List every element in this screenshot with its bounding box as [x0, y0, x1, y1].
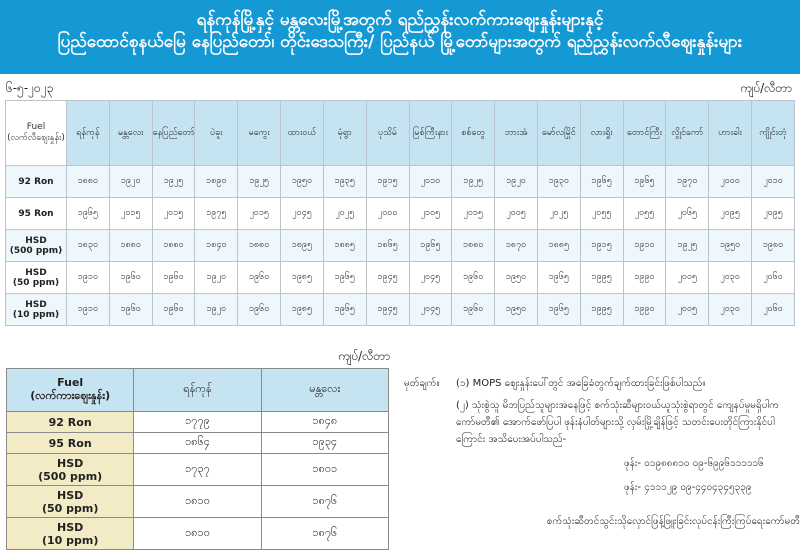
table-row: [6, 294, 795, 326]
price-cell: ၁၉၂၅: [152, 166, 195, 198]
price-cell: ၁၉၇၀: [666, 166, 709, 198]
price-cell: ၁၉၂၀: [109, 166, 152, 198]
price-cell: ၁၈၇၆: [261, 518, 388, 550]
price-cell: ၁၉၂၅: [452, 166, 495, 198]
price-cell: ၁၉၁၀: [67, 294, 110, 326]
price-cell: ၁၉၅၀: [281, 166, 324, 198]
price-cell: ၂၀၁၀: [409, 166, 452, 198]
price-cell: ၁၉၆၅: [409, 230, 452, 262]
price-cell: ၁၉၃၀: [537, 166, 580, 198]
price-cell: ၁၉၂၅: [666, 230, 709, 262]
price-cell: ၁၉၆၅: [537, 262, 580, 294]
price-cell: ၂၀၃၀: [709, 262, 752, 294]
price-cell: ၂၀၆၀: [752, 262, 795, 294]
city-column-header: တောင်ကြီး: [623, 101, 666, 166]
note-2: (၂) သုံးစွဲသူ မိဘပြည်သူများအနေဖြင့် စက်သုံးဆီများဝယ်ယူသုံးစွဲရာတွင် ကျေနပ်မှုမရှိပါက ကော်မတီ၏ အောက်ဖော်ပြပါ ဖုန်းနံပါတ်များသို့ လှမ်းမြို့ချိန်ဖြင့် သတင်းပေးတိုင်ကြားနိုင်ပါကြောင်း အသိပေးအပ်ပါသည်-: [456, 400, 779, 445]
price-cell: ၁၉၈၅: [281, 294, 324, 326]
price-cell: ၂၀၆၅: [666, 198, 709, 230]
price-cell: ၁၈၈၀: [109, 230, 152, 262]
city-column-header: ကျိုင်းတုံ: [752, 101, 795, 166]
price-cell: ၁၈၁၀: [134, 486, 261, 518]
price-cell: ၁၈၈၀: [238, 230, 281, 262]
price-cell: ၁၉၇၅: [195, 198, 238, 230]
price-cell: ၂၀၅၅: [623, 198, 666, 230]
price-cell: ၁၉၁၀: [623, 230, 666, 262]
price-cell: ၁၈၈၅: [323, 230, 366, 262]
price-cell: ၁၉၆၀: [452, 262, 495, 294]
price-cell: ၂၀၀၀: [366, 198, 409, 230]
city-column-header: မန္တလေး: [261, 369, 388, 412]
city-column-header: ဘားအံ: [495, 101, 538, 166]
price-cell: ၂၀၄၅: [409, 262, 452, 294]
price-cell: ၁၈၇၆: [261, 486, 388, 518]
city-column-header: ပဲခူး: [195, 101, 238, 166]
table-row: [6, 230, 795, 262]
city-column-header: ပုသိမ်: [366, 101, 409, 166]
price-cell: ၁၉၅၀: [495, 294, 538, 326]
price-cell: ၁၉၆၅: [580, 166, 623, 198]
price-cell: ၁၇၇၉: [134, 412, 261, 433]
table-row: [7, 518, 389, 550]
price-cell: ၁၉၄၅: [366, 294, 409, 326]
city-column-header: လွိုင်ကော်: [666, 101, 709, 166]
price-cell: ၁၉၄၅: [366, 262, 409, 294]
price-cell: ၂၀၉၅: [752, 198, 795, 230]
table-row: [7, 486, 389, 518]
price-cell: ၂၀၀၅: [666, 262, 709, 294]
fuel-column-header: Fuel (လက်ကားဈေးနှုန်း): [7, 369, 134, 412]
price-cell: ၁၉၆၅: [323, 262, 366, 294]
price-cell: ၂၀၅၅: [580, 198, 623, 230]
table-row: [7, 433, 389, 454]
table-row: [7, 454, 389, 486]
price-cell: ၁၈၉၅: [281, 230, 324, 262]
price-cell: ၁၈၀၁: [261, 454, 388, 486]
price-cell: ၂၀၂၅: [323, 198, 366, 230]
city-column-header: မြစ်ကြီးနား: [409, 101, 452, 166]
fuel-type-cell: 95 Ron: [7, 433, 134, 454]
price-cell: ၁၉၆၀: [238, 262, 281, 294]
city-column-header: မုံရွာ: [323, 101, 366, 166]
price-cell: ၂၀၃၀: [709, 294, 752, 326]
unit-label-wholesale: ကျပ်/လီတာ: [338, 349, 391, 363]
price-cell: ၁၈၄၀: [195, 230, 238, 262]
city-column-header: မော်လမြိုင်: [537, 101, 580, 166]
city-column-header: လားရှိုး: [580, 101, 623, 166]
price-cell: ၂၀၁၅: [152, 198, 195, 230]
price-cell: ၁၉၃၄: [261, 433, 388, 454]
committee-name: စက်သုံးဆီတင်သွင်းသိုလှောင်ဖြန့်ဖြူးခြင်းလုပ်ငန်းကြီးကြပ်ရေးကော်မတီ: [546, 516, 800, 527]
fuel-type-cell: 95 Ron: [6, 198, 67, 230]
price-cell: ၁၉၆၀: [152, 262, 195, 294]
city-column-header: နေပြည်တော်: [152, 101, 195, 166]
price-cell: ၁၉၆၅: [323, 294, 366, 326]
price-cell: ၁၉၉၅: [580, 294, 623, 326]
wholesale-price-table: [6, 368, 389, 550]
fuel-type-cell: HSD (500 ppm): [6, 230, 67, 262]
price-cell: ၁၉၆၀: [452, 294, 495, 326]
price-cell: ၁၉၈၅: [281, 262, 324, 294]
announcement-date: ၆-၅-၂၀၂၃: [6, 81, 54, 95]
price-cell: ၁၈၉၀: [195, 166, 238, 198]
unit-label: ကျပ်/လီတာ: [739, 81, 792, 95]
price-cell: ၁၉၆၅: [67, 198, 110, 230]
price-cell: ၁၉၃၅: [323, 166, 366, 198]
table-row: [7, 412, 389, 433]
price-cell: ၁၉၂၅: [238, 166, 281, 198]
price-cell: ၁၉၁၀: [67, 262, 110, 294]
price-cell: ၁၉၂၀: [195, 262, 238, 294]
city-column-header: ဟားခါး: [709, 101, 752, 166]
note-1: (၁) MOPS ဈေးနှုန်းပေါ်တွင် အခြေခံတွက်ချက်ထားခြင်းဖြစ်ပါသည်။: [456, 378, 706, 389]
banner-title-line1: ရန်ကုန်မြို့နှင့် မန္တလေးမြို့အတွက် ရည်ညွှန်းလက်ကားဈေးနှုန်းများနှင့်: [196, 10, 604, 30]
price-cell: ၁၈၆၅: [366, 230, 409, 262]
price-cell: ၁၉၉၀: [623, 294, 666, 326]
fuel-type-cell: HSD (10 ppm): [7, 518, 134, 550]
price-cell: ၁၉၆၀: [238, 294, 281, 326]
price-cell: ၂၀၆၀: [752, 294, 795, 326]
price-cell: ၁၉၁၅: [366, 166, 409, 198]
notes-heading: မှတ်ချက်။: [404, 378, 440, 389]
price-cell: ၁၉၆၀: [152, 294, 195, 326]
fuel-type-cell: 92 Ron: [6, 166, 67, 198]
price-cell: ၁၉၆၅: [623, 166, 666, 198]
price-cell: ၁၈၈၀: [67, 166, 110, 198]
city-column-header: စစ်တွေ: [452, 101, 495, 166]
price-cell: ၁၈၈၀: [452, 230, 495, 262]
price-cell: ၁၉၅၀: [495, 262, 538, 294]
fuel-column-header: Fuel (လက်လီဈေးနှုန်း): [6, 101, 67, 166]
price-cell: ၁၉၁၅: [580, 230, 623, 262]
price-cell: ၂၀၀၅: [666, 294, 709, 326]
phone-number-1: ဖုန်း- ၀၁၉၈၈၈၁၀ ၀၉-၆၉၉၆၁၁၁၁၁၆: [624, 458, 764, 469]
city-column-header: မကွေး: [238, 101, 281, 166]
table-row: [6, 198, 795, 230]
price-cell: ၁၇၃၇: [134, 454, 261, 486]
price-cell: ၁၉၉၀: [623, 262, 666, 294]
banner-title-line2: ပြည်ထောင်စုနယ်မြေ နေပြည်တော်၊ တိုင်းဒေသကြီး/ ပြည်နယ် မြို့တော်များအတွက် ရည်ညွှန်းလက်လီဈေးနှုန်းများ: [57, 32, 743, 52]
fuel-type-cell: HSD (50 ppm): [6, 262, 67, 294]
price-cell: ၁၉၂၀: [195, 294, 238, 326]
price-cell: ၂၀၁၅: [109, 198, 152, 230]
price-cell: ၁၉၉၅: [580, 262, 623, 294]
price-cell: ၂၁၀၅: [409, 198, 452, 230]
city-column-header: ရန်ကုန်: [134, 369, 261, 412]
retail-price-table: [5, 100, 795, 326]
city-column-header: ထားဝယ်: [281, 101, 324, 166]
price-cell: ၁၉၆၀: [109, 294, 152, 326]
price-cell: ၁၈၈၅: [537, 230, 580, 262]
price-cell: ၂၀၀၀: [709, 166, 752, 198]
phone-number-2: ဖုန်း- ၄၁၁၁၂၉ ၀၉-၄၄၀၄၃၄၅၃၃၉: [624, 482, 752, 493]
price-cell: ၁၉၈၀: [752, 230, 795, 262]
table-row: [6, 166, 795, 198]
price-cell: ၁၈၄၈: [261, 412, 388, 433]
city-column-header: ရန်ကုန်: [67, 101, 110, 166]
fuel-type-cell: HSD (500 ppm): [7, 454, 134, 486]
fuel-type-cell: HSD (50 ppm): [7, 486, 134, 518]
price-cell: ၁၉၆၅: [537, 294, 580, 326]
table-row: [6, 262, 795, 294]
price-cell: ၁၈၈၀: [152, 230, 195, 262]
price-cell: ၂၀၁၅: [238, 198, 281, 230]
price-cell: ၁၉၆၀: [109, 262, 152, 294]
price-cell: ၂၀၉၅: [709, 198, 752, 230]
price-cell: ၂၀၁၅: [452, 198, 495, 230]
header-banner: [0, 0, 800, 74]
city-column-header: မန္တလေး: [109, 101, 152, 166]
price-cell: ၁၉၅၀: [709, 230, 752, 262]
price-cell: ၁၈၃၀: [67, 230, 110, 262]
fuel-type-cell: 92 Ron: [7, 412, 134, 433]
price-cell: ၁၉၂၀: [495, 166, 538, 198]
fuel-type-cell: HSD (10 ppm): [6, 294, 67, 326]
price-cell: ၂၀၄၅: [281, 198, 324, 230]
price-cell: ၂၀၄၅: [409, 294, 452, 326]
price-cell: ၁၈၇၀: [495, 230, 538, 262]
price-cell: ၂၀၂၅: [537, 198, 580, 230]
price-cell: ၁၈၁၀: [134, 518, 261, 550]
price-cell: ၂၀၀၅: [495, 198, 538, 230]
price-cell: ၁၈၆၄: [134, 433, 261, 454]
price-cell: ၂၀၁၀: [752, 166, 795, 198]
